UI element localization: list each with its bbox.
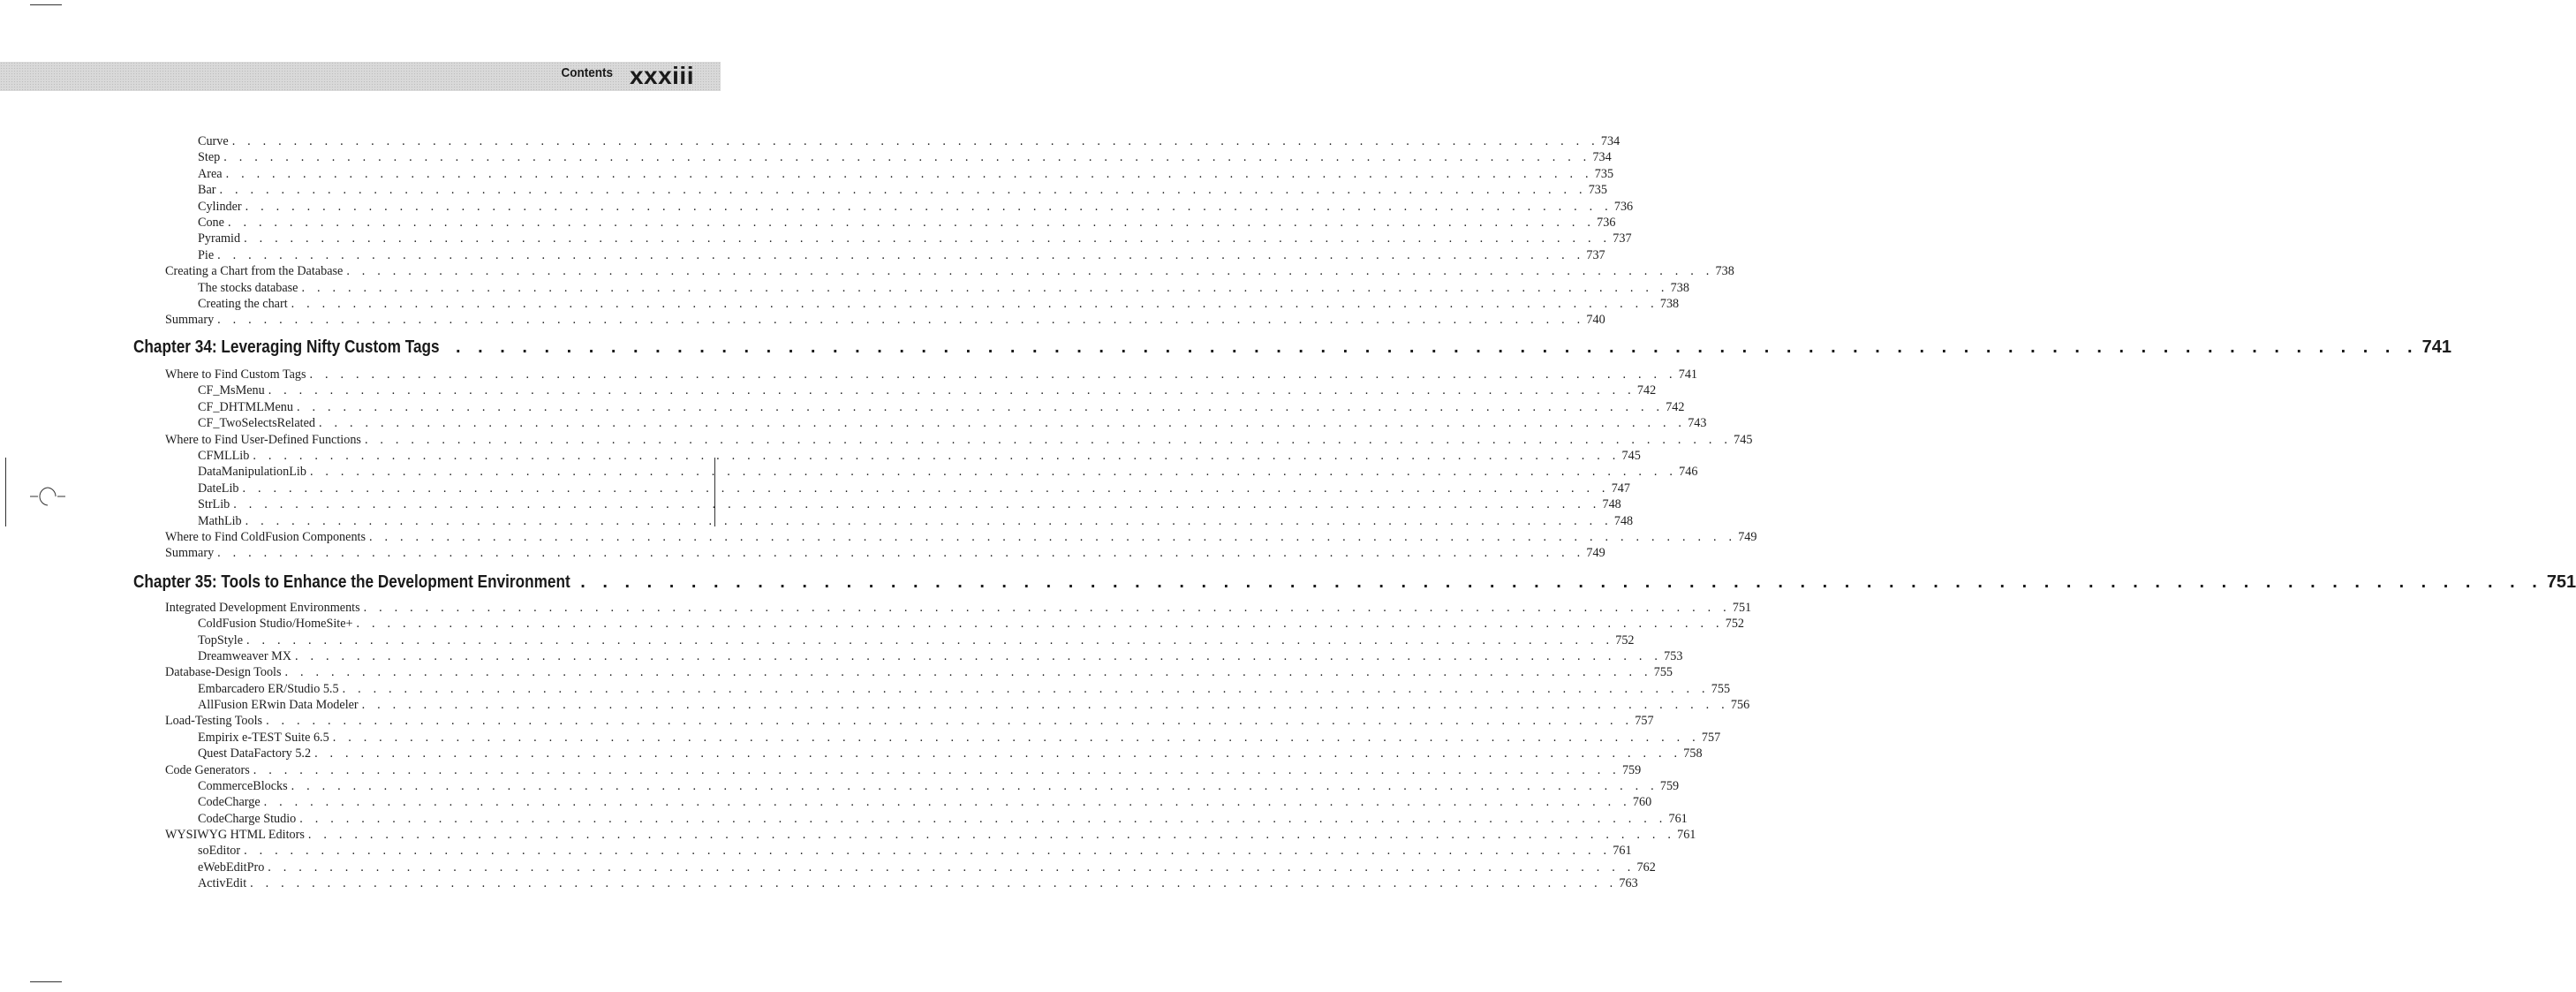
dot-leader: . . . . . . . . . . . . . . . . . . . . . . . . . . . . . . . . . . . . . . . . . . . . . . . . . . . . . . . . . . . . . . . . . . . . . . . . . . . . . . . . . . . . . . . . . (244, 231, 1612, 246)
dot-leader: . . . . . . . . . . . . . . . . . . . . . . . . . . . . . . . . . . . . . . . . . . . . . . . . . . . . . . . . . . . . . . . . . . . . . . . . . . . . . . . . . . . . . . . . . (314, 746, 1682, 761)
dot-leader: . . . . . . . . . . . . . . . . . . . . . . . . . . . . . . . . . . . . . . . . . . . . . . . . . . . . . . . . . . . . . . . . . . . . . . . . . . . . . . . . . . . . . . . . . (356, 617, 1724, 632)
toc-entry[interactable] (165, 713, 1654, 729)
toc-entry-page: 738 (1670, 280, 1689, 295)
toc-entry-title: Empirix e-TEST Suite 6.5 (198, 730, 329, 745)
toc-entry-page: 753 (1664, 649, 1683, 664)
chapter-page: 741 (2421, 337, 2451, 357)
toc-entry[interactable] (198, 778, 1680, 794)
toc-entry[interactable] (198, 794, 1652, 810)
dot-leader: . . . . . . . . . . . . . . . . . . . . . . . . . . . . . . . . . . . . . . . . . . . . . . . . . . . . . . . . . . . . . . . . . . . . . . . . . . . . . . . . . . . . . . . . . (266, 714, 1634, 729)
dot-leader: . . . . . . . . . . . . . . . . . . . . . . . . . . . . . . . . . . . . . . . . . . . . . . . . . . . . . . . . . . . . . . . . . . . . . . . . . . . . . . . . . . . . . . . . . (233, 497, 1601, 512)
toc-entry-page: 735 (1588, 183, 1607, 198)
toc-entry-page: 738 (1715, 264, 1734, 279)
toc-entry-page: 762 (1636, 859, 1656, 875)
toc-entry-title: eWebEditPro (198, 859, 265, 875)
toc-entry[interactable] (198, 382, 1657, 398)
crop-mark-bottom-left (30, 981, 62, 982)
chapter-34-heading[interactable] (133, 337, 2451, 362)
toc-entry-title: Database-Design Tools (165, 665, 282, 680)
dot-leader: . . . . . . . . . . . . . . . . . . . . . . . . . . . . . . . . . . . . . . . . . . . . . . . . . . . . . . . . . . . . . . . . . . . . . . . . . . . . . . . . . . . . . . . . . (244, 844, 1612, 859)
crop-mark-middle-left (5, 458, 6, 526)
toc-entry-title: Embarcadero ER/Studio 5.5 (198, 681, 339, 696)
toc-entry-page: 736 (1613, 199, 1634, 214)
dot-leader: . . . . . . . . . . . . . . . . . . . . . . . . . . . . . . . . . . . . . . . . . . . . . . . . . . . . . . . . . . . . . . . . . . . . . . . . . . . . . . . . . . . . . . . . . (332, 730, 1700, 745)
toc-entry-title: Pie (198, 247, 215, 262)
toc-entry-title: ActivEdit (198, 875, 247, 890)
dot-leader: . . . . . . . . . . . . . . . . . . . . . . . . . . . . . . . . . . . . . . . . . . . . . . . . . . . . . . . . . . . . . . . . . . . . . . . . . . . . . . . . . . . . . . . . . (580, 572, 2543, 592)
toc-entry[interactable] (198, 648, 1683, 664)
dot-leader: . . . . . . . . . . . . . . . . . . . . . . . . . . . . . . . . . . . . . . . . . . . . . . . . . . . . . . . . . . . . . . . . . . . . . . . . . . . . . . . . . . . . . . . . . (284, 665, 1652, 680)
chapter-page: 751 (2546, 572, 2576, 592)
dot-leader: . . . . . . . . . . . . . . . . . . . . . . . . . . . . . . . . . . . . . . . . . . . . . . . . . . . . . . . . . . . . . . . . . . . . . . . . . . . . . . . . . . . . . . . . . (242, 481, 1610, 496)
toc-entry[interactable] (198, 811, 1688, 827)
toc-entry-title: Cone (198, 216, 224, 230)
toc-entry-title: Creating a Chart from the Database (165, 264, 344, 279)
toc-entry[interactable] (198, 843, 1632, 859)
dot-leader: . . . . . . . . . . . . . . . . . . . . . . . . . . . . . . . . . . . . . . . . . . . . . . . . . . . . . . . . . . . . . . . . . . . . . . . . . . . . . . . . . . . . . . . . . (223, 150, 1591, 165)
toc-entry[interactable] (165, 263, 1734, 279)
toc-entry-title: Code Generators (165, 762, 250, 777)
toc-entry-title: The stocks database (198, 280, 298, 295)
dot-leader: . . . . . . . . . . . . . . . . . . . . . . . . . . . . . . . . . . . . . . . . . . . . . . . . . . . . . . . . . . . . . . . . . . . . . . . . . . . . . . . . . . . . . . . . . (245, 513, 1613, 528)
toc-entry-page: 748 (1613, 513, 1634, 528)
toc-entry-title: Creating the chart (198, 297, 288, 311)
toc-entry-page: 740 (1586, 313, 1605, 328)
toc-entry[interactable] (198, 730, 1721, 746)
dot-leader: . . . . . . . . . . . . . . . . . . . . . . . . . . . . . . . . . . . . . . . . . . . . . . . . . . . . . . . . . . . . . . . . . . . . . . . . . . . . . . . . . . . . . . . . . (263, 795, 1631, 810)
toc-entry-page: 734 (1592, 150, 1612, 165)
toc-entry[interactable] (198, 697, 1750, 713)
dot-leader: . . . . . . . . . . . . . . . . . . . . . . . . . . . . . . . . . . . . . . . . . . . . . . . . . . . . . . . . . . . . . . . . . . . . . . . . . . . . . . . . . . . . . . . . . (363, 601, 1731, 615)
toc-entry-page: 746 (1679, 465, 1698, 480)
dot-leader: . . . . . . . . . . . . . . . . . . . . . . . . . . . . . . . . . . . . . . . . . . . . . . . . . . . . . . . . . . . . . . . . . . . . . . . . . . . . . . . . . . . . . . . . . (309, 465, 1678, 480)
toc-entry-page: 742 (1666, 399, 1685, 414)
toc-entry[interactable] (165, 600, 1752, 616)
toc-entry[interactable] (165, 312, 1605, 328)
dot-leader: . . . . . . . . . . . . . . . . . . . . . . . . . . . . . . . . . . . . . . . . . . . . . . . . . . . . . . . . . . . . . . . . . . . . . . . . . . . . . . . . . . . . . . . . . (246, 632, 1614, 647)
toc-entry-page: 760 (1632, 795, 1652, 810)
dot-leader: . . . . . . . . . . . . . . . . . . . . . . . . . . . . . . . . . . . . . . . . . . . . . . . . . . . . . . . . . . . . . . . . . . . . . . . . . . . . . . . . . . . . . . . . . (299, 811, 1667, 826)
toc-entry-title: AllFusion ERwin Data Modeler (198, 698, 359, 713)
toc-entry-title: Where to Find Custom Tags (165, 367, 306, 382)
toc-entry[interactable] (198, 215, 1616, 231)
dot-leader: . . . . . . . . . . . . . . . . . . . . . . . . . . . . . . . . . . . . . . . . . . . . . . . . . . . . . . . . . . . . . . . . . . . . . . . . . . . . . . . . . . . . . . . . . (369, 530, 1737, 544)
toc-entry[interactable] (165, 367, 1698, 382)
toc-entry-page: 755 (1653, 665, 1673, 680)
toc-entry-page: 742 (1636, 383, 1657, 398)
toc-entry-title: DateLib (198, 481, 239, 496)
toc-entry-title: Curve (198, 134, 229, 148)
toc-entry-page: 743 (1688, 416, 1707, 431)
toc-entry-title: Cylinder (198, 199, 242, 214)
toc-entry[interactable] (198, 231, 1632, 246)
toc-entry[interactable] (198, 496, 1621, 512)
toc-entry-page: 757 (1635, 714, 1654, 729)
toc-entry-title: Integrated Development Environments (165, 601, 360, 615)
dot-leader: . . . . . . . . . . . . . . . . . . . . . . . . . . . . . . . . . . . . . . . . . . . . . . . . . . . . . . . . . . . . . . . . . . . . . . . . . . . . . . . . . . . . . . . . . (217, 546, 1585, 561)
toc-entry-page: 752 (1615, 632, 1635, 647)
toc-entry[interactable] (198, 182, 1607, 198)
toc-entry-page: 761 (1677, 827, 1696, 842)
dot-leader: . . . . . . . . . . . . . . . . . . . . . . . . . . . . . . . . . . . . . . . . . . . . . . . . . . . . . . . . . . . . . . . . . . . . . . . . . . . . . . . . . . . . . . . . . (364, 432, 1733, 447)
toc-entry-title: CF_DHTMLMenu (198, 399, 293, 414)
dot-leader: . . . . . . . . . . . . . . . . . . . . . . . . . . . . . . . . . . . . . . . . . . . . . . . . . . . . . . . . . . . . . . . . . . . . . . . . . . . . . . . . . . . . . . . . . (217, 247, 1585, 262)
toc-entry-page: 737 (1613, 231, 1632, 246)
toc-entry-title: CodeCharge Studio (198, 811, 297, 826)
crop-mark-top-left (30, 4, 62, 5)
toc-entry-title: soEditor (198, 844, 241, 859)
toc-entry-title: CF_MsMenu (198, 383, 265, 398)
page-number: xxxiii (629, 62, 694, 89)
toc-entry[interactable] (198, 133, 1620, 149)
toc-entry[interactable] (198, 681, 1731, 697)
toc-entry-page: 734 (1600, 134, 1620, 148)
toc-entry-page: 759 (1621, 762, 1642, 777)
dot-leader: . . . . . . . . . . . . . . . . . . . . . . . . . . . . . . . . . . . . . . . . . . . . . . . . . . . . . . . . . . . . . . . . . . . . . . . . . . . . . . . . . . . . . . . . . (219, 183, 1587, 198)
dot-leader: . . . . . . . . . . . . . . . . . . . . . . . . . . . . . . . . . . . . . . . . . . . . . . . . . . . . . . . . . . . . . . . . . . . . . . . . . . . . . . . . . . . . . . . . . (309, 367, 1677, 382)
toc-entry[interactable] (198, 149, 1612, 165)
toc-entry-page: 757 (1701, 730, 1721, 745)
toc-entry[interactable] (198, 399, 1685, 415)
toc-entry[interactable] (165, 827, 1696, 843)
dot-leader: . . . . . . . . . . . . . . . . . . . . . . . . . . . . . . . . . . . . . . . . . . . . . . . . . . . . . . . . . . . . . . . . . . . . . . . . . . . . . . . . . . . . . . . . . (253, 449, 1620, 463)
toc-entry-title: Where to Find User-Defined Functions (165, 432, 361, 447)
toc-entry-page: 741 (1678, 367, 1698, 382)
dot-leader: . . . . . . . . . . . . . . . . . . . . . . . . . . . . . . . . . . . . . . . . . . . . . . . . . . . . . . . . . . . . . . . . . . . . . . . . . . . . . . . . . . . . . . . . . (291, 778, 1658, 793)
toc-entry[interactable] (198, 448, 1641, 464)
chapter-35-heading[interactable] (133, 572, 2576, 597)
toc-entry[interactable] (198, 746, 1703, 761)
toc-entry[interactable] (198, 415, 1707, 431)
toc-entry-page: 758 (1683, 746, 1703, 761)
toc-entry-title: Summary (165, 546, 215, 561)
dot-leader: . . . . . . . . . . . . . . . . . . . . . . . . . . . . . . . . . . . . . . . . . . . . . . . . . . . . . . . . . . . . . . . . . . . . . . . . . . . . . . . . . . . . . . . . . (342, 681, 1710, 696)
toc-entry[interactable] (198, 632, 1635, 648)
dot-leader: . . . . . . . . . . . . . . . . . . . . . . . . . . . . . . . . . . . . . . . . . . . . . . . . . . . . . . . . . . . . . . . . . . . . . . . . . . . . . . . . . . . . . . . . . (361, 698, 1729, 713)
toc-entry[interactable] (198, 464, 1698, 480)
toc-entry-title: WYSIWYG HTML Editors (165, 827, 305, 842)
dot-leader: . . . . . . . . . . . . . . . . . . . . . . . . . . . . . . . . . . . . . . . . . . . . . . . . . . . . . . . . . . . . . . . . . . . . . . . . . . . . . . . . . . . . . . . . . (294, 649, 1663, 664)
toc-entry-title: Load-Testing Tools (165, 714, 263, 729)
toc-entry-page: 755 (1711, 681, 1731, 696)
running-head: Contents (561, 65, 613, 80)
chapter-title: Chapter 34: Leveraging Nifty Custom Tags (133, 337, 440, 357)
toc-entry-page: 748 (1602, 497, 1621, 512)
toc-entry-title: Pyramid (198, 231, 241, 246)
toc-entry-title: Where to Find ColdFusion Components (165, 530, 366, 544)
toc-entry[interactable] (165, 529, 1757, 545)
dot-leader: . . . . . . . . . . . . . . . . . . . . . . . . . . . . . . . . . . . . . . . . . . . . . . . . . . . . . . . . . . . . . . . . . . . . . . . . . . . . . . . . . . . . . . . . . (456, 337, 2419, 357)
toc-entry[interactable] (198, 247, 1605, 263)
dot-leader: . . . . . . . . . . . . . . . . . . . . . . . . . . . . . . . . . . . . . . . . . . . . . . . . . . . . . . . . . . . . . . . . . . . . . . . . . . . . . . . . . . . . . . . . . (227, 216, 1596, 230)
toc-entry[interactable] (198, 481, 1630, 496)
toc-entry[interactable] (198, 859, 1656, 875)
dot-leader: . . . . . . . . . . . . . . . . . . . . . . . . . . . . . . . . . . . . . . . . . . . . . . . . . . . . . . . . . . . . . . . . . . . . . . . . . . . . . . . . . . . . . . . . . (346, 264, 1714, 279)
toc-entry-page: 761 (1613, 844, 1632, 859)
dot-leader: . . . . . . . . . . . . . . . . . . . . . . . . . . . . . . . . . . . . . . . . . . . . . . . . . . . . . . . . . . . . . . . . . . . . . . . . . . . . . . . . . . . . . . . . . (250, 875, 1618, 890)
toc-entry[interactable] (165, 432, 1753, 448)
toc-entry-title: ColdFusion Studio/HomeSite+ (198, 617, 353, 632)
toc-entry-title: Summary (165, 313, 215, 328)
toc-entry-title: Area (198, 166, 223, 181)
toc-entry-title: CFMLLib (198, 449, 250, 463)
toc-entry[interactable] (198, 166, 1614, 182)
dot-leader: . . . . . . . . . . . . . . . . . . . . . . . . . . . . . . . . . . . . . . . . . . . . . . . . . . . . . . . . . . . . . . . . . . . . . . . . . . . . . . . . . . . . . . . . . (297, 399, 1665, 414)
toc-entry-page: 756 (1730, 698, 1750, 713)
dot-leader: . . . . . . . . . . . . . . . . . . . . . . . . . . . . . . . . . . . . . . . . . . . . . . . . . . . . . . . . . . . . . . . . . . . . . . . . . . . . . . . . . . . . . . . . . (253, 762, 1620, 777)
toc-entry[interactable] (198, 875, 1638, 891)
toc-entry-page: 745 (1734, 432, 1753, 447)
dot-leader: . . . . . . . . . . . . . . . . . . . . . . . . . . . . . . . . . . . . . . . . . . . . . . . . . . . . . . . . . . . . . . . . . . . . . . . . . . . . . . . . . . . . . . . . . (268, 383, 1635, 398)
toc-entry-page: 752 (1725, 617, 1744, 632)
toc-entry-page: 759 (1659, 778, 1680, 793)
toc-entry-title: Step (198, 150, 221, 165)
dot-leader: . . . . . . . . . . . . . . . . . . . . . . . . . . . . . . . . . . . . . . . . . . . . . . . . . . . . . . . . . . . . . . . . . . . . . . . . . . . . . . . . . . . . . . . . . (318, 416, 1687, 431)
registration-mark-icon (30, 485, 65, 508)
toc-entry-title: MathLib (198, 513, 242, 528)
dot-leader: . . . . . . . . . . . . . . . . . . . . . . . . . . . . . . . . . . . . . . . . . . . . . . . . . . . . . . . . . . . . . . . . . . . . . . . . . . . . . . . . . . . . . . . . . (225, 166, 1593, 181)
toc-entry[interactable] (165, 762, 1642, 778)
toc-entry-title: CF_TwoSelectsRelated (198, 416, 315, 431)
toc-entry-title: Dreamweaver MX (198, 649, 291, 664)
toc-entry-page: 747 (1611, 481, 1630, 496)
toc-entry-title: DataManipulationLib (198, 465, 306, 480)
dot-leader: . . . . . . . . . . . . . . . . . . . . . . . . . . . . . . . . . . . . . . . . . . . . . . . . . . . . . . . . . . . . . . . . . . . . . . . . . . . . . . . . . . . . . . . . . (291, 297, 1658, 311)
toc-entry-title: StrLib (198, 497, 230, 512)
dot-leader: . . . . . . . . . . . . . . . . . . . . . . . . . . . . . . . . . . . . . . . . . . . . . . . . . . . . . . . . . . . . . . . . . . . . . . . . . . . . . . . . . . . . . . . . . (301, 280, 1669, 295)
toc-entry-title: TopStyle (198, 632, 244, 647)
toc-entry-page: 738 (1659, 297, 1680, 311)
toc-entry[interactable] (198, 199, 1634, 215)
toc-entry-page: 749 (1586, 546, 1605, 561)
chapter-title: Chapter 35: Tools to Enhance the Development Environment (133, 572, 570, 592)
toc-entry-page: 761 (1668, 811, 1688, 826)
toc-entry-page: 745 (1621, 449, 1641, 463)
dot-leader: . . . . . . . . . . . . . . . . . . . . . . . . . . . . . . . . . . . . . . . . . . . . . . . . . . . . . . . . . . . . . . . . . . . . . . . . . . . . . . . . . . . . . . . . . (268, 859, 1635, 875)
toc-entry[interactable] (198, 296, 1680, 312)
toc-entry-page: 763 (1619, 875, 1638, 890)
toc-entry[interactable] (198, 280, 1689, 296)
toc-entry-title: Quest DataFactory 5.2 (198, 746, 312, 761)
toc-entry-title: CodeCharge (198, 795, 261, 810)
toc-entry-page: 751 (1732, 601, 1752, 615)
toc-entry[interactable] (198, 513, 1634, 529)
toc-entry-page: 737 (1586, 247, 1605, 262)
toc-entry[interactable] (165, 545, 1605, 561)
toc-entry[interactable] (165, 664, 1673, 680)
dot-leader: . . . . . . . . . . . . . . . . . . . . . . . . . . . . . . . . . . . . . . . . . . . . . . . . . . . . . . . . . . . . . . . . . . . . . . . . . . . . . . . . . . . . . . . . . (307, 827, 1676, 842)
toc-entry-page: 736 (1597, 216, 1616, 230)
toc-entry-page: 749 (1738, 530, 1757, 544)
toc-entry[interactable] (198, 616, 1744, 632)
dot-leader: . . . . . . . . . . . . . . . . . . . . . . . . . . . . . . . . . . . . . . . . . . . . . . . . . . . . . . . . . . . . . . . . . . . . . . . . . . . . . . . . . . . . . . . . . (245, 199, 1613, 214)
dot-leader: . . . . . . . . . . . . . . . . . . . . . . . . . . . . . . . . . . . . . . . . . . . . . . . . . . . . . . . . . . . . . . . . . . . . . . . . . . . . . . . . . . . . . . . . . (231, 134, 1599, 148)
dot-leader: . . . . . . . . . . . . . . . . . . . . . . . . . . . . . . . . . . . . . . . . . . . . . . . . . . . . . . . . . . . . . . . . . . . . . . . . . . . . . . . . . . . . . . . . . (217, 313, 1585, 328)
toc-entry-title: Bar (198, 183, 216, 198)
toc-entry-page: 735 (1594, 166, 1614, 181)
toc-entry-title: CommerceBlocks (198, 778, 288, 793)
